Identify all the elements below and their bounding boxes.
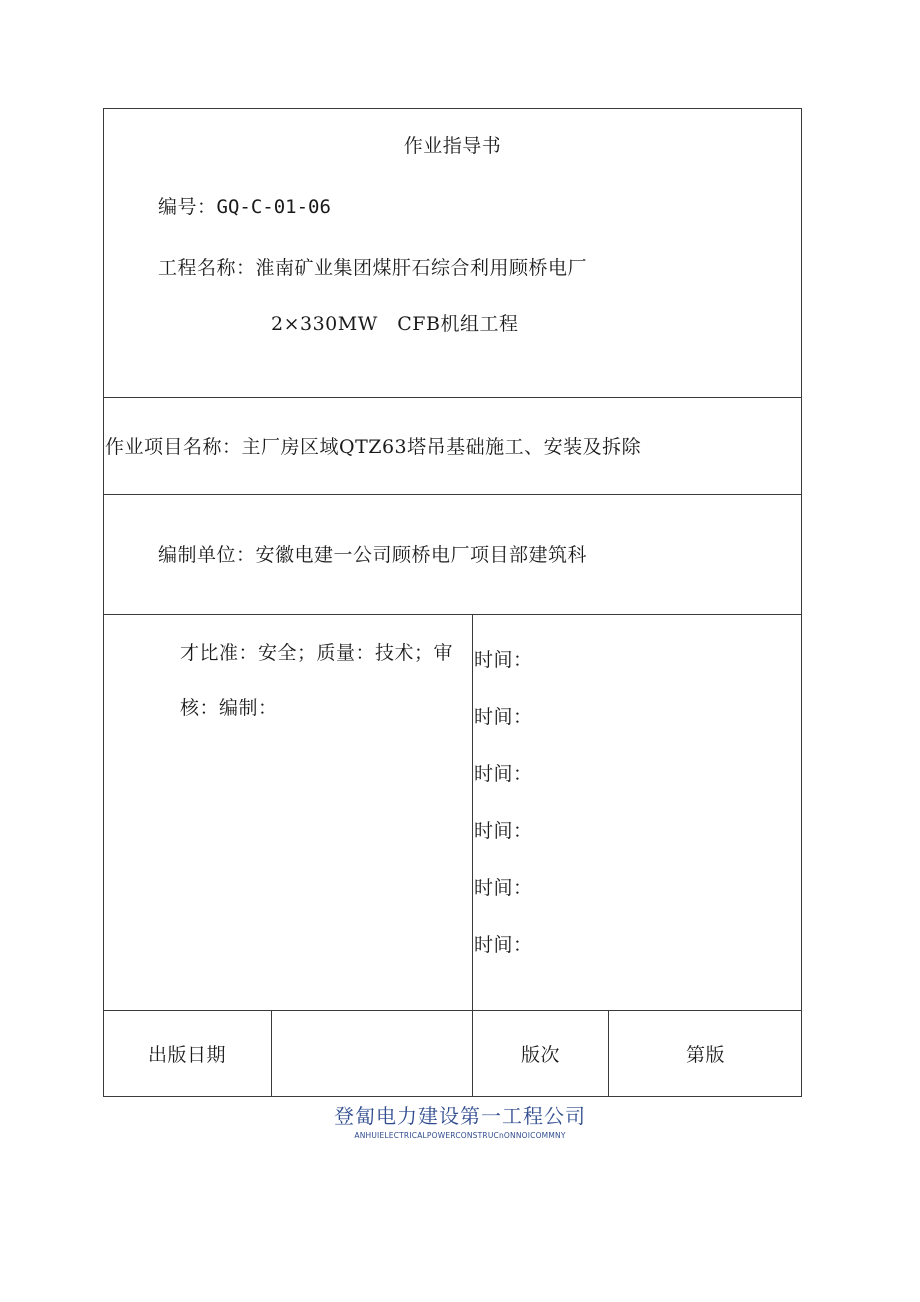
approvals-line1: 才比准：安全；质量：技术；审 — [180, 642, 454, 664]
publish-date-label: 出版日期 — [147, 1044, 226, 1066]
approvals-line2: 核：编制： — [180, 697, 278, 719]
project-name — [158, 256, 587, 280]
divider-compiler — [103, 614, 802, 615]
edition-value: 第版 — [685, 1044, 725, 1066]
project-name-line2: 2×330MW CFB机组工程 — [271, 313, 519, 335]
document-title: 作业指导书 — [403, 135, 502, 157]
edition-label: 版次 — [520, 1044, 560, 1066]
divider-header — [103, 397, 802, 398]
time-label: 时间： — [474, 706, 533, 728]
divider-publish-date — [271, 1010, 272, 1097]
work-item-name: 作业项目名称：主厂房区域QTZ63塔吊基础施工、安装及拆除 — [105, 436, 642, 458]
time-label: 时间： — [474, 649, 533, 671]
project-name-label: 工程名称： — [158, 257, 256, 279]
compiler-unit: 编制单位：安徽电建一公司顾桥电厂项目部建筑科 — [158, 544, 588, 566]
time-label: 时间： — [474, 934, 533, 956]
divider-approval-times — [472, 614, 473, 1097]
project-name-line1: 淮南矿业集团煤肝石综合利用顾桥电厂 — [255, 257, 588, 279]
time-label: 时间： — [474, 820, 533, 842]
document-code-value: GQ-C-01-06 — [216, 196, 331, 218]
time-label: 时间： — [474, 877, 533, 899]
document-code — [158, 195, 331, 219]
company-name-cn: 登匐电力建设第一工程公司 — [334, 1104, 586, 1128]
company-name-en: ANHUIELECTRICALPOWERCONSTRUCnONNOICOMMNY — [354, 1131, 566, 1140]
document-code-label: 编号： — [158, 196, 217, 218]
divider-work-item — [103, 494, 802, 495]
divider-approvals — [103, 1010, 802, 1011]
time-label: 时间： — [474, 763, 533, 785]
